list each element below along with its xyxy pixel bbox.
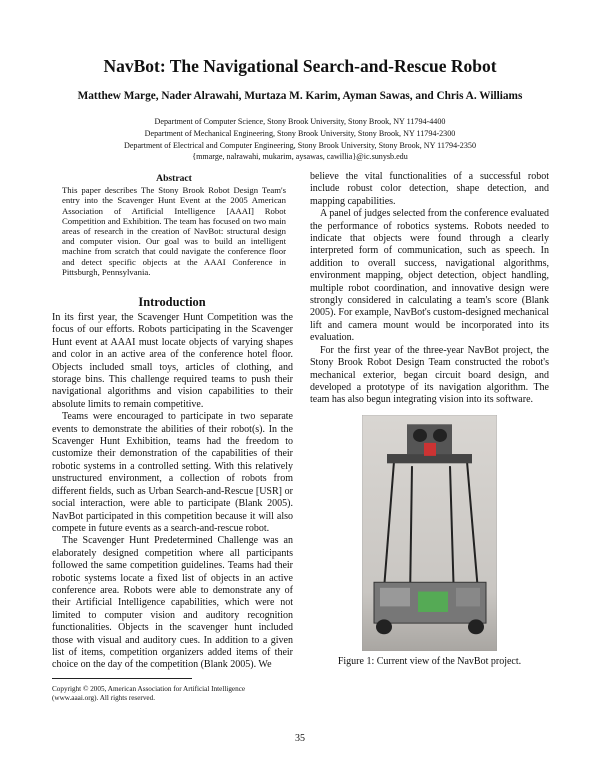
left-column (52, 312, 293, 704)
author-list: Matthew Marge, Nader Alrawahi, Murtaza M. Karim, Ayman Sawas, and Chris A. Williams (77, 90, 523, 102)
figure-caption: Figure 1: Current view of the NavBot project. (337, 655, 522, 667)
robot-photo (362, 415, 497, 651)
affiliations (0, 116, 600, 163)
paragraph: believe the vital functionalities of a successful robot include robust color detection, shape detection, and mapping capabilities. (310, 171, 549, 207)
affiliation-cs: Department of Computer Science, Stony Brook University, Stony Brook, NY 11794-4400 (154, 117, 446, 126)
right-column (310, 171, 549, 668)
abstract-heading: Abstract (156, 173, 192, 184)
paragraph: For the first year of the three-year NavBot project, the Stony Brook Robot Design Team constructed the robot's mechanical exterior, began circuit board design, and developed a prototype of its navigation algorithm. The team has also begun integrating vision into its software. (310, 344, 549, 406)
footnote-divider (52, 678, 192, 679)
author-emails: {mmarge, nalrawahi, mukarim, aysawas, cawillia}@ic.sunysb.edu (192, 152, 408, 162)
page-number: 35 (295, 733, 305, 744)
paper-title: NavBot: The Navigational Search-and-Rescue Robot (103, 56, 497, 76)
paragraph: In its first year, the Scavenger Hunt Competition was the focus of our efforts. Robots participating in the Scavenger Hunt event at AAAI must locate objects of varying shapes and color in an active area of the conference hotel floor. Objects included small toys, articles of clothing, and storage bins. This challenge required teams to push their navigational algorithms and vision capabilities to their absolute limits to remain competitive. (52, 312, 293, 410)
footnote-line: Copyright © 2005, American Association for Artificial Intelligence (52, 684, 246, 693)
introduction-heading: Introduction (138, 295, 206, 309)
affiliation-ece: Department of Electrical and Computer Engineering, Stony Brook University, Stony Brook, NY 11794-2350 (123, 140, 476, 150)
paragraph: The Scavenger Hunt Predetermined Challenge was an elaborately designed competition where all participants followed the same competition guidelines. Teams had their robotic systems locate a fixed list of objects in an active conference area. Robots were able to demonstrate any of their Artificial Intelligence capabilities, which were not limited to computer vision and auditory recognition functionalities. Objects in the scavenger hunt included those with visual and auditory cues. In addition to a given list of items, competition organizers added items of their choice on the day of the competition (Blank 2005). We (52, 535, 293, 671)
paragraph: A panel of judges selected from the conference evaluated the performance of robotics systems. Robots needed to indicate that objects were found through a clearly interpreted form of communication, such as speech. In addition to overall success, navigational algorithms, environment mapping, object detection, object handling, multiple robot coordination, and innovative design were strongly considered in calculating a team's score (Blank 2005). For example, NavBot's custom-designed mechanical lift and camera mount would be incorporated into its evaluation. (310, 208, 549, 344)
copyright-footnote (52, 685, 312, 704)
affiliation-me: Department of Mechanical Engineering, Stony Brook University, Stony Brook, NY 11794-2300 (144, 128, 456, 138)
paragraph: Teams were encouraged to participate in two separate events to demonstrate the abilities of their robot(s). In the Scavenger Hunt Exhibition, teams had the freedom to customize their demonstration of the capabilities of their robotic systems in a controlled setting. With this relatively unstructured environment, a collection of robots from different fields, such as Urban Search-and-Rescue [USR] or social interaction, were able to participate (Blank 2005). NavBot participated in this competition because it will also compete in future events as a search-and-rescue robot. (52, 411, 293, 534)
abstract (62, 174, 286, 277)
abstract-text: This paper describes The Stony Brook Robot Design Team's entry into the Scavenger Hunt Event at the 2005 American Association of Artificial Intelligence [AAAI] Robot Competition and Exhibition. The team has focused on two main areas of research in the creation of NavBot: structural design and computer vision. Our goal was to build an intelligent machine from scratch that could navigate the conference floor and detect specific objects at the AAAI Conference in Pittsburgh, Pennsylvania. (62, 185, 286, 277)
footnote-line: (www.aaai.org). All rights reserved. (52, 694, 155, 703)
